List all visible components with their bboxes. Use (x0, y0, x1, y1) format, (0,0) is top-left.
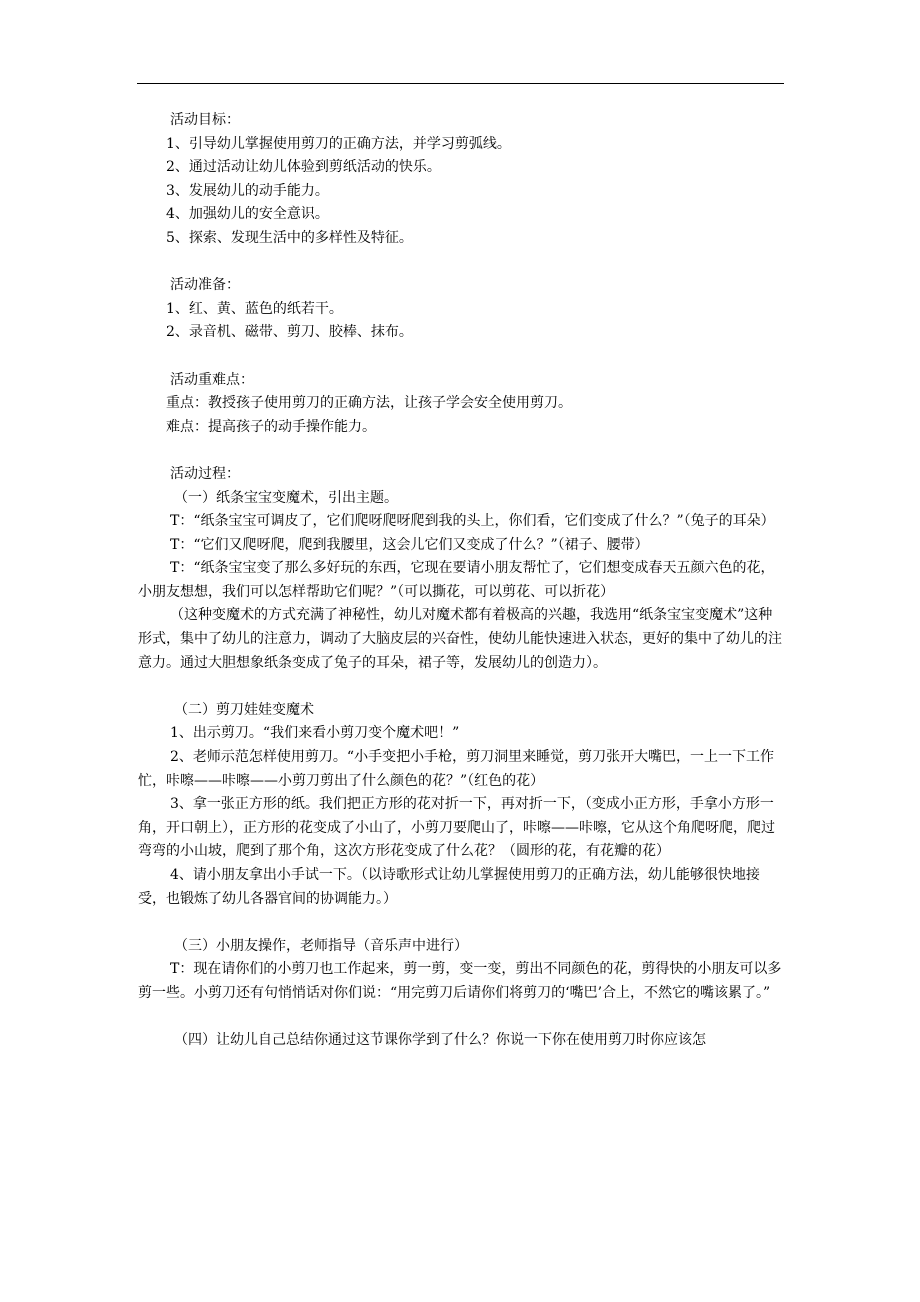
objective-item: 3、发展幼儿的动手能力。 (166, 182, 329, 199)
step4-title: （四）让幼儿自己总结你通过这节课你学到了什么？你说一下你在使用剪刀时你应该怎 (174, 1032, 706, 1049)
step3-paragraph: T：现在请你们的小剪刀也工作起来，剪一剪，变一变，剪出不同颜色的花，剪得快的小朋友可以多剪一些。小剪刀还有句悄悄话对你们说：“用完剪刀后请你们将剪刀的‘嘴巴’合上，不然它的嘴该累了。” (138, 961, 782, 1001)
objective-item: 1、引导幼儿掌握使用剪刀的正确方法，并学习剪弧线。 (166, 135, 511, 152)
difficult-point: 难点：提高孩子的动手操作能力。 (166, 418, 376, 435)
difficulty-section (166, 369, 786, 440)
step2-title: （二）剪刀娃娃变魔术 (174, 701, 314, 718)
objectives-heading: 活动目标： (170, 112, 240, 128)
step3-title: （三）小朋友操作，老师指导（音乐声中进行） (174, 937, 468, 954)
objective-item: 4、加强幼儿的安全意识。 (166, 206, 329, 223)
step1-paragraph: （这种变魔术的方式充满了神秘性，幼儿对魔术都有着极高的兴趣，我选用“纸条宝宝变魔术”这种形式，集中了幼儿的注意力，调动了大脑皮层的兴奋性，使幼儿能快速进入状态，更好的集中了幼儿的注意力。通过大胆想象纸条变成了兔子的耳朵，裙子等，发展幼儿的创造力）。 (138, 607, 782, 671)
process-section (138, 463, 786, 1053)
step1-title: （一）纸条宝宝变魔术，引出主题。 (174, 489, 398, 506)
objectives-section (166, 109, 786, 251)
key-point: 重点：教授孩子使用剪刀的正确方法，让孩子学会安全使用剪刀。 (166, 395, 572, 412)
difficulty-heading: 活动重难点： (170, 371, 254, 388)
step2-paragraph: 4、请小朋友拿出小手试一下。（以诗歌形式让幼儿掌握使用剪刀的正确方法，幼儿能够很快地接受，也锻炼了幼儿各器官间的协调能力。） (138, 867, 760, 907)
objective-item: 2、通过活动让幼儿体验到剪纸活动的快乐。 (166, 159, 441, 176)
step2-paragraph: 2、老师示范怎样使用剪刀。“小手变把小手枪，剪刀洞里来睡觉，剪刀张开大嘴巴，一上一下工作忙，咔嚓——咔嚓——小剪刀剪出了什么颜色的花？”（红色的花） (138, 749, 775, 789)
process-heading: 活动过程： (170, 465, 240, 482)
header-rule (137, 83, 784, 84)
step2-paragraph: 3、拿一张正方形的纸。我们把正方形的花对折一下，再对折一下，（变成小正方形，手拿小方形一角，开口朝上），正方形的花变成了小山了，小剪刀要爬山了，咔嚓——咔嚓，它从这个角爬呀爬，爬过弯弯的小山坡，爬到了那个角，这次方形花变成了什么花？（圆形的花，有花瓣的花） (138, 796, 775, 860)
step2-paragraph: 1、出示剪刀。“我们来看小剪刀变个魔术吧！” (170, 725, 460, 742)
document-body (138, 109, 786, 1053)
step1-paragraph: T：“纸条宝宝可调皮了，它们爬呀爬呀爬到我的头上，你们看，它们变成了什么？”（兔子的耳朵） (170, 513, 775, 530)
step1-paragraph: T：“纸条宝宝变了那么多好玩的东西，它现在要请小朋友帮忙了，它们想变成春天五颜六色的花，小朋友想想，我们可以怎样帮助它们呢？”（可以撕花，可以剪花、可以折花） (138, 560, 775, 600)
preparation-item: 2、录音机、磁带、剪刀、胶棒、抹布。 (166, 324, 413, 341)
preparation-section (166, 274, 786, 345)
preparation-heading: 活动准备： (170, 277, 240, 294)
step1-paragraph: T：“它们又爬呀爬，爬到我腰里，这会儿它们又变成了什么？”（裙子、腰带） (170, 536, 649, 553)
preparation-item: 1、红、黄、蓝色的纸若干。 (166, 300, 343, 317)
objective-item: 5、探索、发现生活中的多样性及特征。 (166, 229, 413, 246)
